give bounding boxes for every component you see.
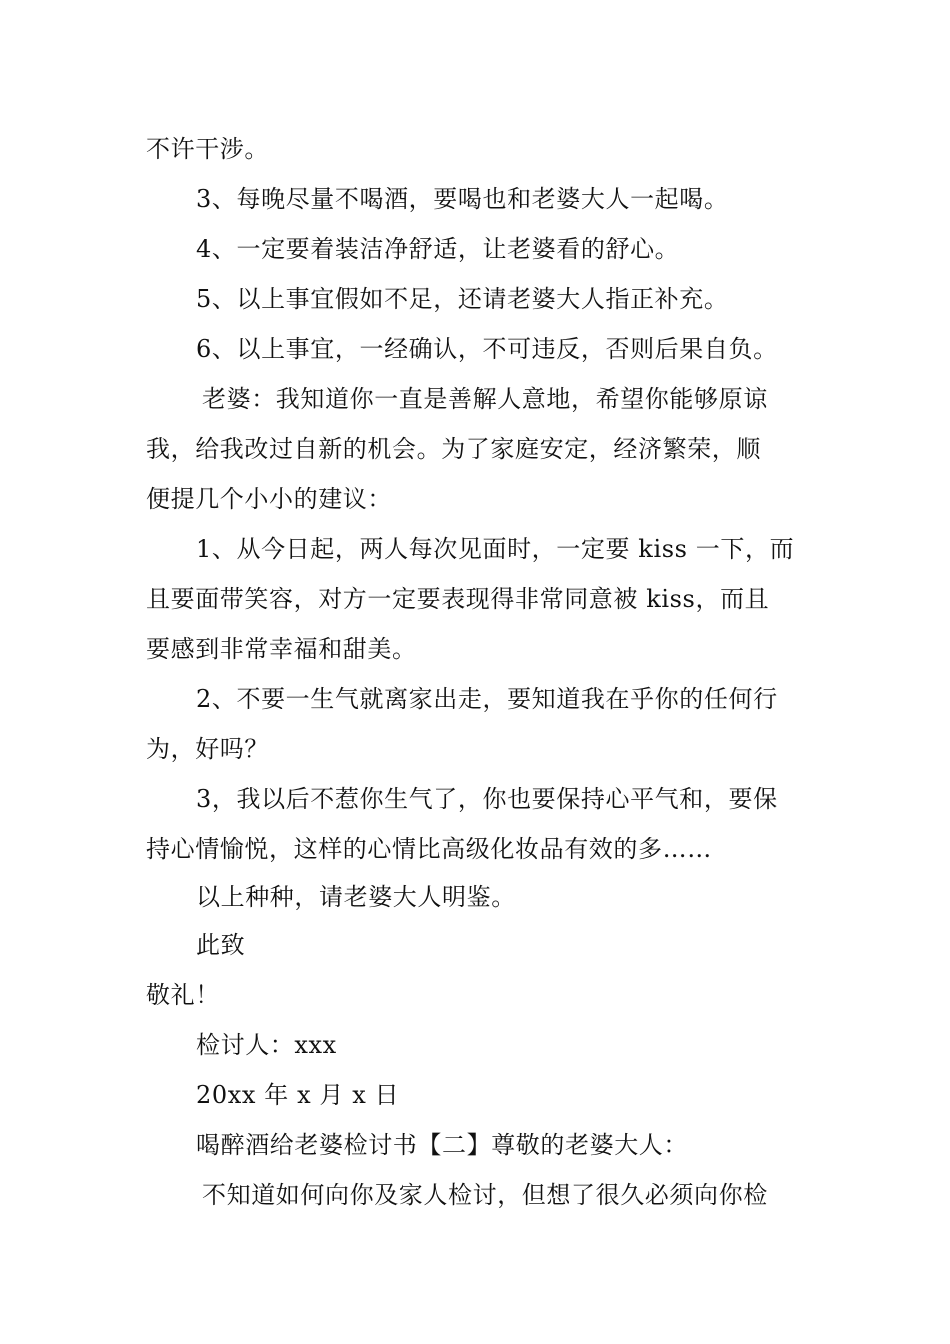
text-line: 老婆：我知道你一直是善解人意地，希望你能够原谅 (202, 385, 768, 413)
text-line: 5、以上事宜假如不足，还请老婆大人指正补充。 (196, 285, 729, 313)
text-line: 6、以上事宜，一经确认，不可违反，否则后果自负。 (196, 335, 778, 363)
text-line: 检讨人：xxx (196, 1031, 337, 1059)
text-line: 4、一定要着装洁净舒适，让老婆看的舒心。 (196, 235, 680, 263)
text-line: 3，我以后不惹你生气了，你也要保持心平气和，要保 (196, 785, 778, 813)
text-line: 不许干涉。 (146, 135, 269, 163)
text-line: 2、不要一生气就离家出走，要知道我在乎你的任何行 (196, 685, 778, 713)
text-line: 3、每晚尽量不喝酒，要喝也和老婆大人一起喝。 (196, 185, 729, 213)
text-line: 持心情愉悦，这样的心情比高级化妆品有效的多…… (146, 835, 712, 863)
text-line: 1、从今日起，两人每次见面时，一定要 kiss 一下，而 (196, 535, 795, 563)
text-line: 为，好吗？ (146, 735, 269, 763)
text-line: 我，给我改过自新的机会。为了家庭安定，经济繁荣，顺 (146, 435, 761, 463)
text-line: 且要面带笑容，对方一定要表现得非常同意被 kiss，而且 (146, 585, 770, 613)
text-line: 此致 (196, 931, 246, 959)
text-line: 喝醉酒给老婆检讨书【二】尊敬的老婆大人： (196, 1131, 688, 1159)
text-line: 以上种种，请老婆大人明鉴。 (196, 883, 516, 911)
text-line: 要感到非常幸福和甜美。 (146, 635, 417, 663)
text-line: 20xx 年 x 月 x 日 (196, 1081, 400, 1109)
text-line: 不知道如何向你及家人检讨，但想了很久必须向你检 (202, 1181, 768, 1209)
text-line: 便提几个小小的建议： (146, 485, 392, 513)
text-line: 敬礼！ (146, 981, 220, 1009)
